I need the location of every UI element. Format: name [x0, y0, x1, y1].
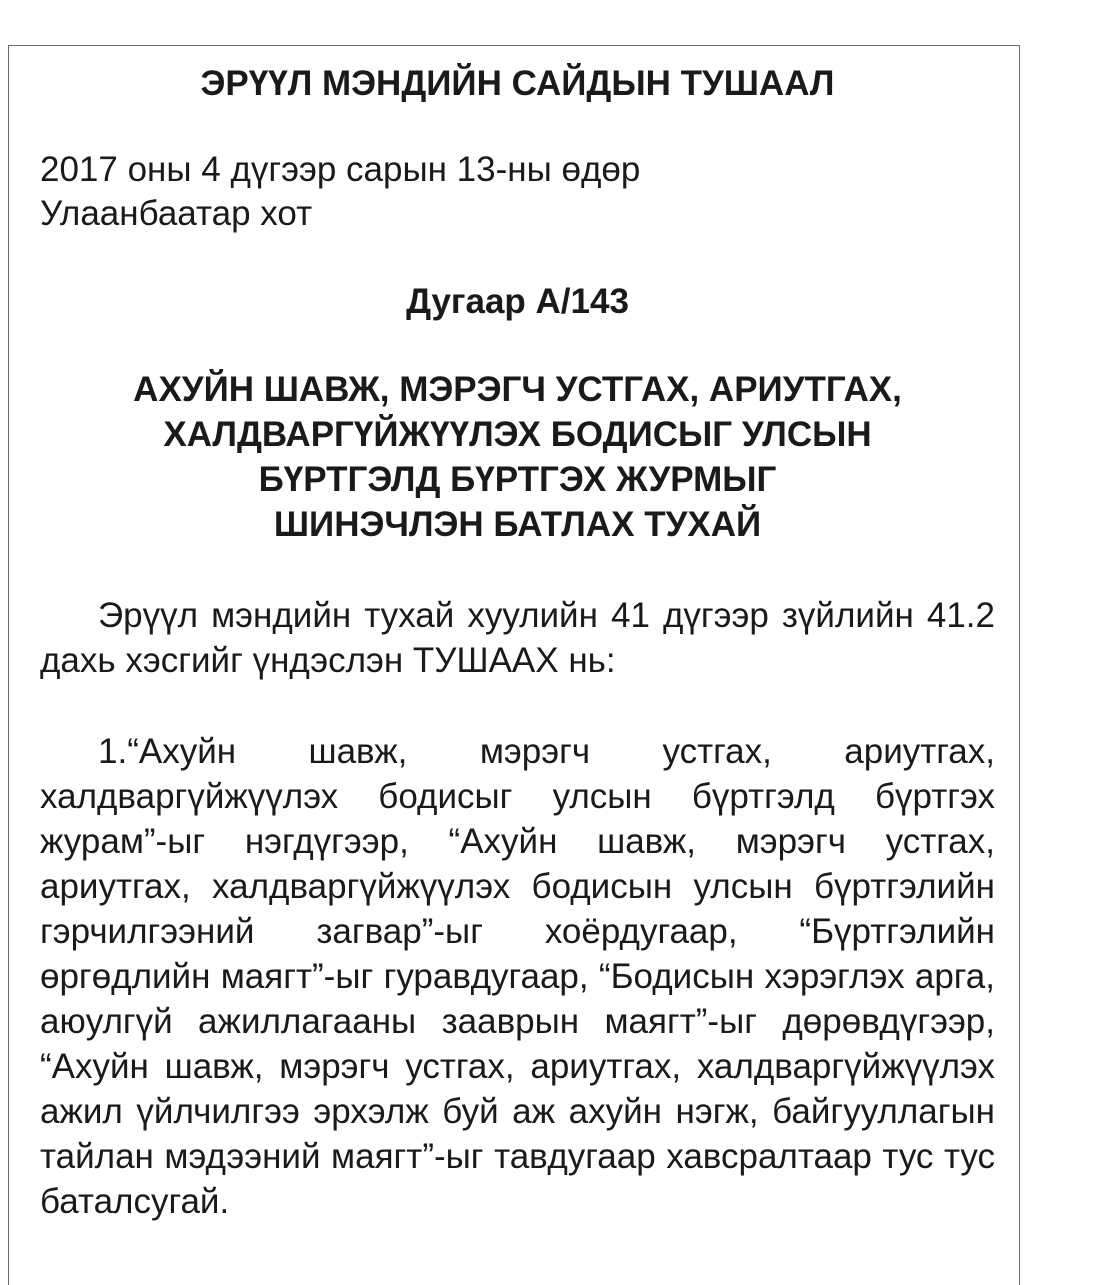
date-place-block	[40, 148, 995, 236]
document-body	[40, 62, 995, 1259]
document-heading: ЭРҮҮЛ МЭНДИЙН САЙДЫН ТУШААЛ	[200, 64, 835, 103]
place-line: Улаанбаатар хот	[40, 194, 313, 233]
preamble-paragraph: Эрүүл мэндийн тухай хуулийн 41 дүгээр зүйлийн 41.2 дахь хэсгийг үндэслэн ТУШААХ нь:	[40, 596, 995, 680]
order-subject	[40, 367, 995, 547]
date-line: 2017 оны 4 дүгээр сарын 13-ны өдөр	[40, 150, 641, 189]
subject-line: АХУЙН ШАВЖ, МЭРЭГЧ УСТГАХ, АРИУТГАХ,	[133, 370, 902, 409]
subject-line: ХАЛДВАРГҮЙЖҮҮЛЭХ БОДИСЫГ УЛСЫН	[163, 415, 872, 454]
subject-line: ШИНЭЧЛЭН БАТЛАХ ТУХАЙ	[273, 505, 762, 544]
clause-1-paragraph: 1.“Ахуйн шавж, мэрэгч устгах, ариутгах, халдваргүйжүүлэх бодисыг улсын бүртгэлд бүртгэх журам”-ыг нэгдүгээр, “Ахуйн шавж, мэрэгч устгах, ариутгах, халдваргүйжүүлэх бодисын улсын бүртгэлийн гэрчилгээний загвар”-ыг хоёрдугаар, “Бүртгэлийн өргөдлийн маягт”-ыг гуравдугаар, “Бодисын хэрэглэх арга, аюулгүй ажиллагааны зааврын маягт”-ыг дөрөвдүгээр, “Ахуйн шавж, мэрэгч устгах, ариутгах, халдваргүйжүүлэх ажил үйлчилгээ эрхэлж буй аж ахуйн нэгж, байгууллагын тайлан мэдээний маягт”-ыг тавдугаар хавсралтаар тус тус баталсугай.	[40, 732, 995, 1221]
order-number: Дугаар А/143	[406, 282, 629, 321]
subject-line: БҮРТГЭЛД БҮРТГЭХ ЖУРМЫГ	[258, 460, 777, 499]
